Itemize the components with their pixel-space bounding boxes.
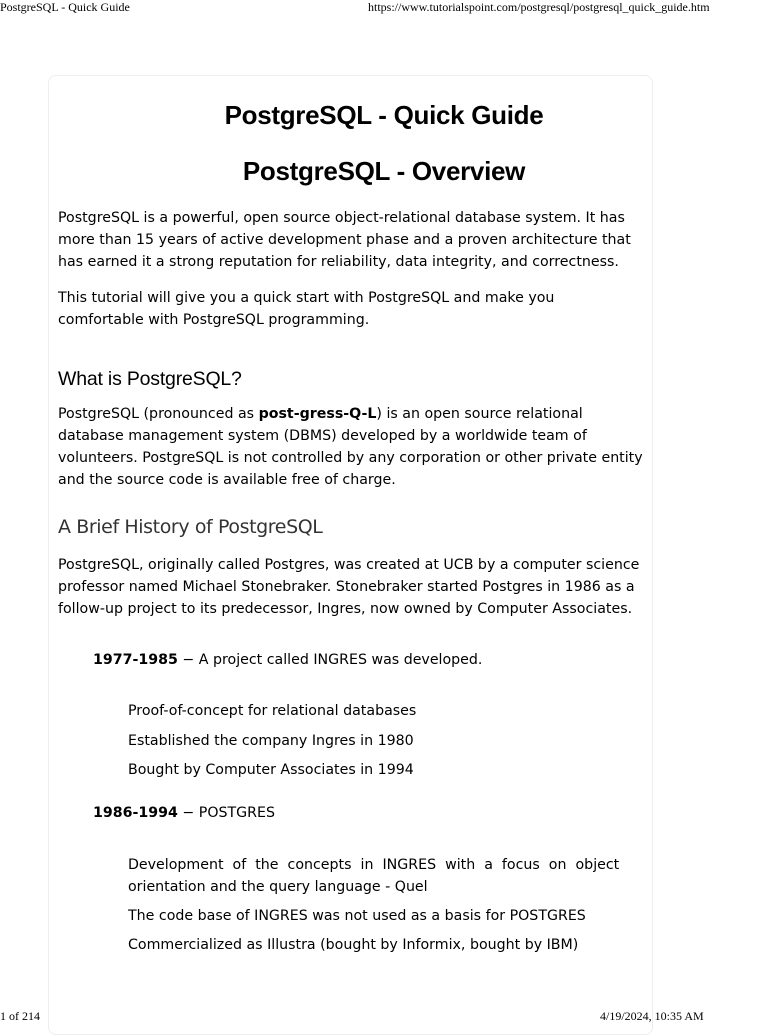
era-description: − A project called INGRES was developed. [177, 652, 483, 668]
list-item: The code base of INGRES was not used as a basis for POSTGRES [128, 908, 586, 924]
history-line: follow-up project to its predecessor, Ingres, now owned by Computer Associates. [58, 601, 633, 617]
history-heading: A Brief History of PostgreSQL [58, 516, 323, 538]
what-suffix: ) is an open source relational [376, 406, 583, 422]
intro-line: more than 15 years of active development phase and a proven architecture that [58, 232, 631, 248]
intro-line: has earned it a strong reputation for reliability, data integrity, and correctness. [58, 254, 619, 270]
list-item: Commercialized as Illustra (bought by Informix, bought by IBM) [128, 937, 579, 953]
page-title: PostgreSQL - Quick Guide [224, 100, 544, 130]
list-item: Established the company Ingres in 1980 [128, 733, 414, 749]
print-header-url[interactable]: https://www.tutorialspoint.com/postgresql/postgresql_quick_guide.htm [368, 0, 710, 14]
what-first-line [58, 403, 583, 425]
history-line: PostgreSQL, originally called Postgres, was created at UCB by a computer science [58, 557, 640, 573]
what-line: database management system (DBMS) developed by a worldwide team of [58, 428, 587, 444]
what-line: volunteers. PostgreSQL is not controlled by any corporation or other private entity [58, 450, 643, 466]
list-item: Development of the concepts in INGRES with a focus on object [128, 857, 620, 873]
era-years: 1986-1994 [93, 805, 178, 821]
what-is-heading: What is PostgreSQL? [58, 368, 242, 390]
print-header-title: PostgreSQL - Quick Guide [0, 0, 130, 14]
era-1986-1994 [93, 802, 275, 824]
history-line: professor named Michael Stonebraker. Stonebraker started Postgres in 1986 as a [58, 579, 635, 595]
tutorial-line: This tutorial will give you a quick start with PostgreSQL and make you [58, 290, 555, 306]
pronunciation: post-gress-Q-L [258, 406, 377, 422]
list-item: Bought by Computer Associates in 1994 [128, 762, 414, 778]
era-years: 1977-1985 [93, 652, 178, 668]
overview-heading: PostgreSQL - Overview [242, 156, 526, 186]
intro-line: PostgreSQL is a powerful, open source object-relational database system. It has [58, 210, 625, 226]
era-1977-1985 [93, 649, 482, 671]
print-footer-datetime: 4/19/2024, 10:35 AM [600, 1009, 704, 1023]
list-item-continued: orientation and the query language - Quel [128, 879, 428, 895]
what-prefix: PostgreSQL (pronounced as [58, 406, 259, 422]
what-line: and the source code is available free of charge. [58, 472, 396, 488]
tutorial-line: comfortable with PostgreSQL programming. [58, 312, 370, 328]
print-footer-page: 1 of 214 [0, 1009, 40, 1023]
list-item: Proof-of-concept for relational databases [128, 703, 417, 719]
era-description: − POSTGRES [177, 805, 275, 821]
